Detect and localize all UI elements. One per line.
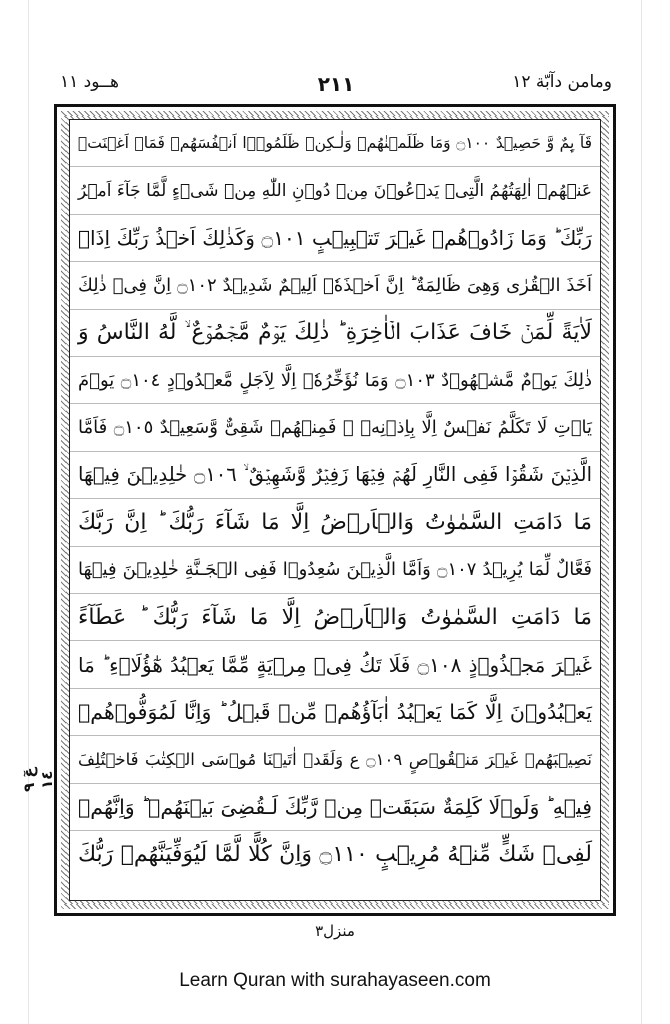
- verse-line-6: ذٰلِكَ يَوۡمٌ مَّشۡهُوۡدٌ ۝١٠٣ وَمَا نُؤَخِّرُهٗۤ اِلَّا لِاَجَلٍ مَّعۡدُوۡدٍ ۝١٠٤ يَوۡمَ: [70, 357, 600, 404]
- para-name: ومامن دآبّة ١٢: [512, 72, 612, 92]
- verse-line-5: لَاٰيَةً لِّمَنۡ خَافَ عَذَابَ الۡاٰخِرَةِ ؕ ذٰلِكَ يَوۡمٌ مَّجۡمُوۡعٌ ۙ لَّهُ النَّاسُ وَ: [70, 310, 600, 357]
- verse-line-10: فَعَّالٌ لِّمَا يُرِيۡدُ ۝١٠٧ وَاَمَّا الَّذِيۡنَ سُعِدُوۡا فَفِى الۡجَـنَّةِ خٰلِدِيۡنَ فِيۡهَا: [70, 547, 600, 594]
- verse-line-8: الَّذِيۡنَ شَقُوۡا فَفِى النَّارِ لَهُمۡ فِيۡهَا زَفِيۡرٌ وَّشَهِيۡقٌ ۙ ۝١٠٦ خٰلِدِيۡنَ فِيۡهَا: [70, 452, 600, 499]
- surah-name: هــود ١١: [60, 72, 119, 92]
- verse-line-3: رَبِّكَ ؕ وَمَا زَادُوۡهُمۡ غَيۡرَ تَتۡبِيۡبٍ ۝١٠١ وَكَذٰلِكَ اَخۡذُ رَبِّكَ اِذَاۤ: [70, 215, 600, 262]
- verse-text-area: [69, 119, 601, 901]
- page-header: [60, 72, 612, 96]
- verse-line-1: قَآ ىِٕمٌ وَّ حَصِيۡدٌ ۝١٠٠ وَمَا ظَلَمۡنٰهُمۡ وَلٰـكِنۡ ظَلَمُوۡۤا اَنۡفُسَهُمۡ فَمَاۤ اَغۡنَتۡ: [70, 120, 600, 167]
- verse-line-4: اَخَذَ الۡقُرٰى وَهِىَ ظَالِمَةٌ ؕ اِنَّ اَخۡذَهٗۤ اَلِيۡمٌ شَدِيۡدٌ ۝١٠٢ اِنَّ فِىۡ ذٰلِكَ: [70, 262, 600, 309]
- verse-line-15: فِيۡهِ ؕ وَلَوۡلَا كَلِمَةٌ سَبَقَتۡ مِنۡ رَّبِّكَ لَـقُضِىَ بَيۡنَهُمۡ ؕ وَاِنَّهُمۡ: [70, 784, 600, 831]
- verse-line-14: نَصِيۡبَهُمۡ غَيۡرَ مَنۡقُوۡصٍ ۝١٠٩ ع وَلَقَدۡ اٰتَيۡنَا مُوۡسَى الۡكِتٰبَ فَاخۡتُلِفَ: [70, 736, 600, 783]
- verse-line-16: لَفِىۡ شَكٍّ مِّنۡهُ مُرِيۡبٍ ۝١١٠ وَاِنَّ كُلًّا لَّمَّا لَيُوَفِّيَنَّهُمۡ رَبُّكَ: [78, 842, 593, 868]
- manzil-label: منزل٣: [315, 922, 355, 940]
- verse-line-9: مَا دَامَتِ السَّمٰوٰتُ وَالۡاَرۡضُ اِلَّا مَا شَآءَ رَبُّكَ ؕ اِنَّ رَبَّكَ: [70, 499, 600, 546]
- page-number: ٢١١: [317, 72, 355, 96]
- verse-line-11: مَا دَامَتِ السَّمٰوٰتُ وَالۡاَرۡضُ اِلَّا مَا شَآءَ رَبُّكَ ؕ عَطَآءً: [70, 594, 600, 641]
- verse-line-2: عَنۡهُمۡ اٰلِهَتُهُمُ الَّتِىۡ يَدۡعُوۡنَ مِنۡ دُوۡنِ اللّٰهِ مِنۡ شَىۡءٍ لَّمَّا جَآءَ اَمۡرُ: [70, 167, 600, 214]
- verse-line-7: يَاۡتِ لَا تَكَلَّمُ نَفۡسٌ اِلَّا بِاِذۡنِهٖ ۚ فَمِنۡهُمۡ شَقِىٌّ وَّسَعِيۡدٌ ۝١٠٥ فَاَمَّا: [70, 404, 600, 451]
- ruku-margin-mark: عٓ ٩ ١٤: [20, 767, 56, 793]
- site-credit: Learn Quran with surahayaseen.com: [179, 970, 491, 991]
- verse-line-13: يَعۡبُدُوۡنَ اِلَّا كَمَا يَعۡبُدُ اٰبَآؤُهُمۡ مِّنۡ قَبۡلُ ؕ وَاِنَّا لَمُوَفُّوۡهُمۡ: [70, 689, 600, 736]
- text-frame: [54, 104, 616, 916]
- verse-line-12: غَيۡرَ مَجۡذُوۡذٍ ۝١٠٨ فَلَا تَكُ فِىۡ مِرۡيَةٍ مِّمَّا يَعۡبُدُ هٰٓؤُلَاۤءِ ؕ مَا: [70, 641, 600, 688]
